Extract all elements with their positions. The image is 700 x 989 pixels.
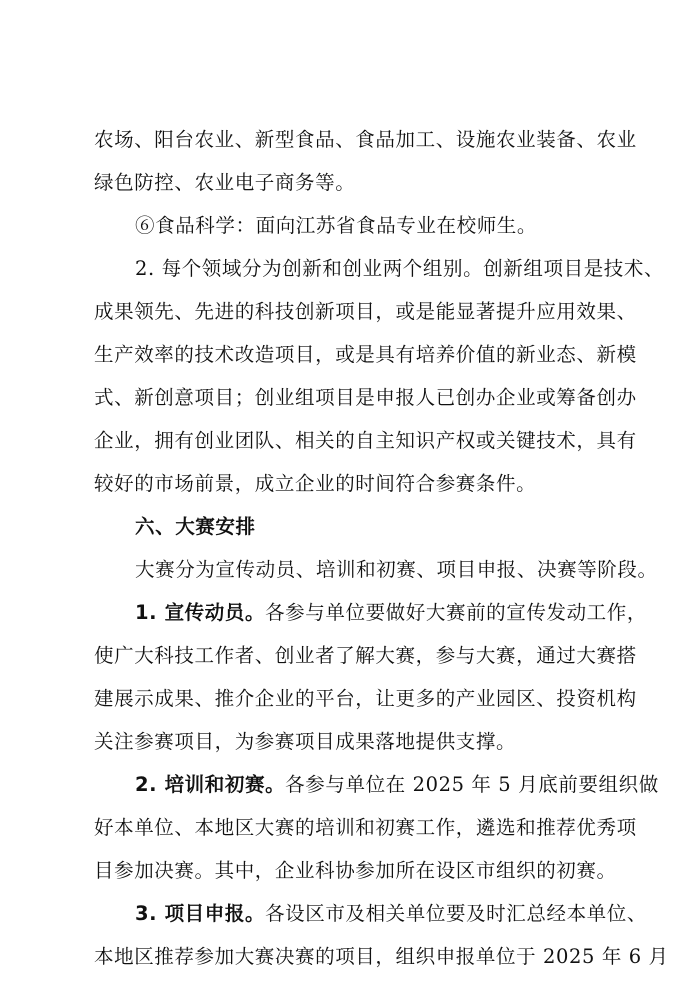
body-line-15 <box>94 730 700 754</box>
body-line-5 <box>94 300 700 324</box>
line-text: 本地区推荐参加大赛决赛的项目，组织申报单位于 2025 年 6 月 <box>94 945 669 968</box>
body-line-6 <box>94 343 700 367</box>
line-text: 使广大科技工作者、创业者了解大赛，参与大赛，通过大赛搭 <box>94 644 637 667</box>
body-line-4 <box>135 257 700 281</box>
line-text: 较好的市场前景，成立企业的时间符合参赛条件。 <box>94 472 537 495</box>
body-line-20 <box>94 945 700 969</box>
body-line-16 <box>135 773 700 797</box>
body-line-17 <box>94 816 700 840</box>
line-text: 绿色防控、农业电子商务等。 <box>94 171 356 194</box>
line-text: 各设区市及相关单位要及时汇总经本单位、 <box>265 902 647 925</box>
body-line-9 <box>94 472 700 496</box>
line-text: 关注参赛项目，为参赛项目成果落地提供支撑。 <box>94 730 517 753</box>
body-line-12 <box>135 601 700 625</box>
body-line-8 <box>94 429 700 453</box>
body-line-1 <box>94 128 700 152</box>
line-text: 式、新创意项目；创业组项目是申报人已创办企业或筹备创办 <box>94 386 637 409</box>
body-line-3 <box>135 214 700 238</box>
line-text: 各参与单位要做好大赛前的宣传发动工作， <box>265 601 647 624</box>
line-text: 生产效率的技术改造项目，或是具有培养价值的新业态、新模 <box>94 343 637 366</box>
line-text: 成果领先、先进的科技创新项目，或是能显著提升应用效果、 <box>94 300 637 323</box>
line-text: 好本单位、本地区大赛的培训和初赛工作，遴选和推荐优秀项 <box>94 816 637 839</box>
heading-text: 六、大赛安排 <box>135 515 256 538</box>
item-lead: 3. 项目申报。 <box>135 902 266 925</box>
line-text: 大赛分为宣传动员、培训和初赛、项目申报、决赛等阶段。 <box>135 558 658 581</box>
section-heading <box>135 515 700 539</box>
body-line-7 <box>94 386 700 410</box>
item-lead: 2. 培训和初赛。 <box>135 773 286 796</box>
body-line-11 <box>135 558 700 582</box>
line-text: 目参加决赛。其中，企业科协参加所在设区市组织的初赛。 <box>94 859 617 882</box>
line-text: 各参与单位在 2025 年 5 月底前要组织做 <box>285 773 659 796</box>
item-lead: 1. 宣传动员。 <box>135 601 266 624</box>
body-line-19 <box>135 902 700 926</box>
body-line-18 <box>94 859 700 883</box>
line-text: 建展示成果、推介企业的平台，让更多的产业园区、投资机构 <box>94 687 637 710</box>
body-line-14 <box>94 687 700 711</box>
body-line-2 <box>94 171 700 195</box>
line-text: ⑥食品科学：面向江苏省食品专业在校师生。 <box>135 214 538 237</box>
line-text: 农场、阳台农业、新型食品、食品加工、设施农业装备、农业 <box>94 128 637 151</box>
line-text: 2. 每个领域分为创新和创业两个组别。创新组项目是技术、 <box>135 257 665 280</box>
body-line-13 <box>94 644 700 668</box>
line-text: 企业，拥有创业团队、相关的自主知识产权或关键技术，具有 <box>94 429 637 452</box>
